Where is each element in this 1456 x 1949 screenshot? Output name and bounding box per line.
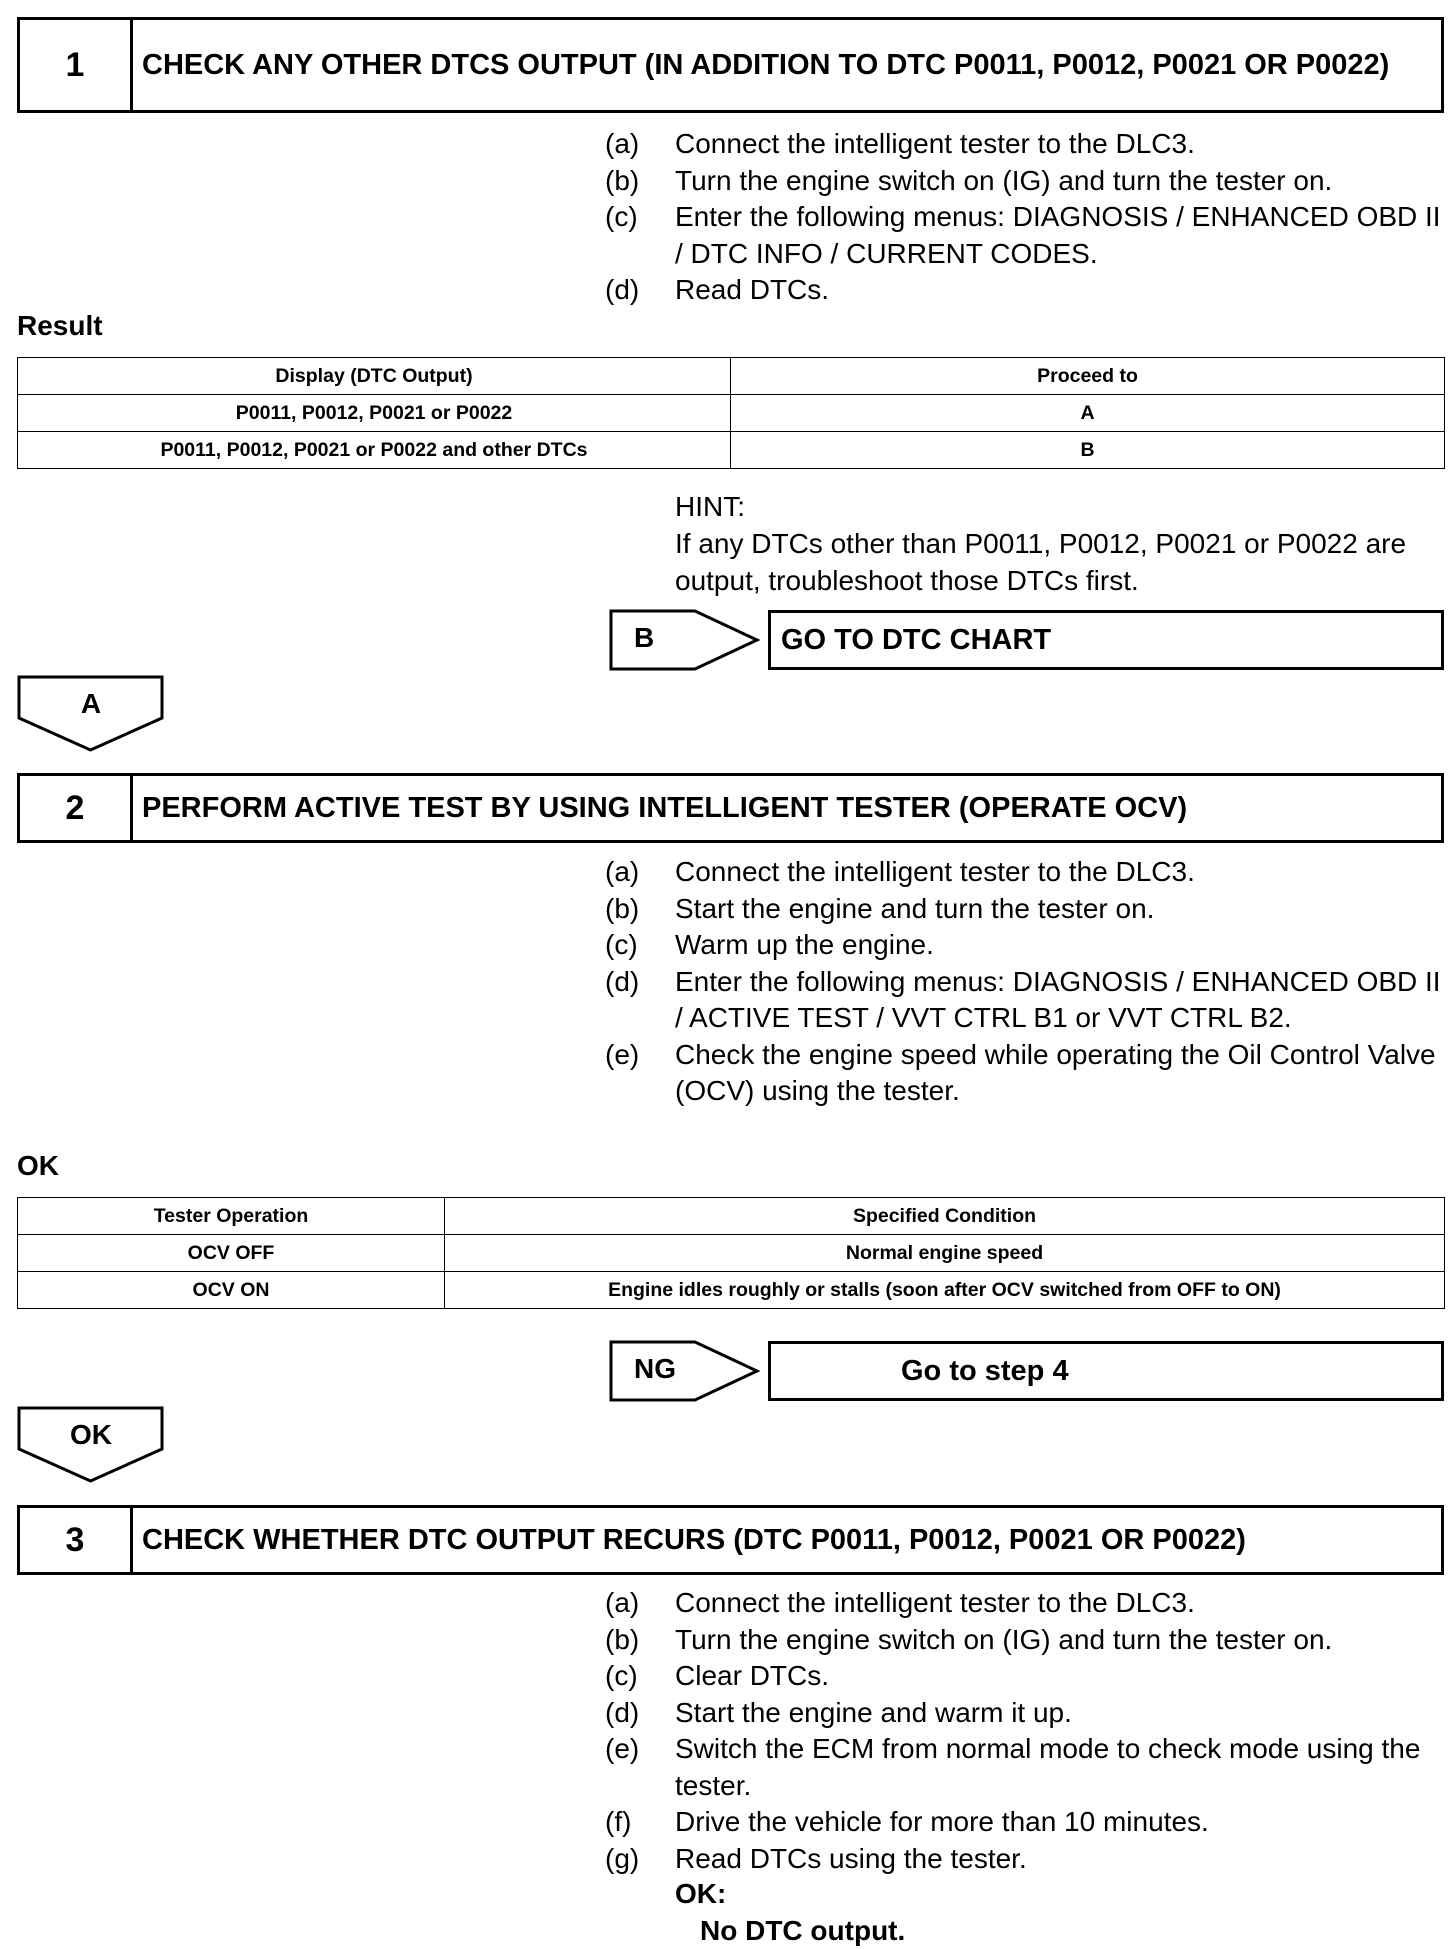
step-number: 2 (20, 776, 133, 840)
branch-target-box (768, 1341, 1444, 1401)
list-item: (d) Read DTCs. (605, 272, 1445, 309)
list-item: (g) Read DTCs using the tester. (605, 1841, 1445, 1878)
next-step-label: OK (17, 1419, 165, 1451)
list-item: (e) Switch the ECM from normal mode to check mode using the tester. (605, 1731, 1445, 1804)
step-title: PERFORM ACTIVE TEST BY USING INTELLIGENT TESTER (OPERATE OCV) (142, 776, 1429, 840)
branch-label: NG (634, 1353, 676, 1385)
branch-arrow-icon (609, 609, 769, 671)
table-row (18, 432, 1445, 469)
table-header: Tester Operation (18, 1198, 445, 1235)
table-row (18, 395, 1445, 432)
spec-table (17, 1197, 1445, 1309)
step-1-instructions (605, 126, 1445, 309)
ok-condition-label: OK: (675, 1876, 905, 1913)
list-item: (c) Warm up the engine. (605, 927, 1445, 964)
table-cell: OCV ON (18, 1272, 445, 1309)
branch-label: B (634, 622, 654, 654)
branch-arrow-icon (609, 1340, 769, 1402)
table-header: Proceed to (731, 358, 1445, 395)
hint-text: If any DTCs other than P0011, P0012, P0021 or P0022 are output, troubleshoot those DTCs first. (675, 525, 1435, 599)
list-item: (e) Check the engine speed while operating the Oil Control Valve (OCV) using the tester. (605, 1037, 1445, 1110)
list-item: (a) Connect the intelligent tester to the DLC3. (605, 126, 1445, 163)
list-item: (b) Turn the engine switch on (IG) and turn the tester on. (605, 1622, 1445, 1659)
table-cell: P0011, P0012, P0021 or P0022 and other DTCs (18, 432, 731, 469)
table-cell: Engine idles roughly or stalls (soon after OCV switched from OFF to ON) (445, 1272, 1445, 1309)
step-number: 1 (20, 20, 133, 110)
step-number: 3 (20, 1508, 133, 1572)
table-header: Specified Condition (445, 1198, 1445, 1235)
table-header: Display (DTC Output) (18, 358, 731, 395)
table-header-row (18, 1198, 1445, 1235)
branch-target-text: Go to step 4 (901, 1355, 1069, 1388)
list-item: (b) Start the engine and turn the tester on. (605, 891, 1445, 928)
list-item: (c) Clear DTCs. (605, 1658, 1445, 1695)
table-header-row (18, 358, 1445, 395)
list-item: (a) Connect the intelligent tester to the DLC3. (605, 854, 1445, 891)
list-item: (b) Turn the engine switch on (IG) and turn the tester on. (605, 163, 1445, 200)
table-cell: B (731, 432, 1445, 469)
branch-target-text: GO TO DTC CHART (781, 624, 1051, 657)
list-item: (d) Enter the following menus: DIAGNOSIS / ENHANCED OBD II / ACTIVE TEST / VVT CTRL B1 or VVT CTRL B2. (605, 964, 1445, 1037)
ok-label: OK (17, 1150, 59, 1182)
ok-condition-text: No DTC output. (675, 1913, 905, 1949)
list-item: (c) Enter the following menus: DIAGNOSIS / ENHANCED OBD II / DTC INFO / CURRENT CODES. (605, 199, 1445, 272)
step-title: CHECK WHETHER DTC OUTPUT RECURS (DTC P0011, P0012, P0021 OR P0022) (142, 1508, 1429, 1572)
hint-label: HINT: (675, 488, 1435, 525)
step-title: CHECK ANY OTHER DTCS OUTPUT (IN ADDITION TO DTC P0011, P0012, P0021 OR P0022) (142, 20, 1429, 110)
list-item: (a) Connect the intelligent tester to the DLC3. (605, 1585, 1445, 1622)
step-3-instructions (605, 1585, 1445, 1877)
hint-block (675, 488, 1435, 599)
next-step-label: A (17, 688, 165, 720)
step-3-header (17, 1505, 1444, 1575)
ok-condition (675, 1876, 905, 1949)
step-2-instructions (605, 854, 1445, 1110)
table-cell: OCV OFF (18, 1235, 445, 1272)
step-1-header (17, 17, 1444, 113)
list-item: (f) Drive the vehicle for more than 10 minutes. (605, 1804, 1445, 1841)
table-row (18, 1272, 1445, 1309)
list-item: (d) Start the engine and warm it up. (605, 1695, 1445, 1732)
result-label: Result (17, 310, 103, 342)
table-row (18, 1235, 1445, 1272)
branch-target-box (768, 610, 1444, 670)
table-cell: P0011, P0012, P0021 or P0022 (18, 395, 731, 432)
result-table (17, 357, 1445, 469)
table-cell: A (731, 395, 1445, 432)
step-2-header (17, 773, 1444, 843)
table-cell: Normal engine speed (445, 1235, 1445, 1272)
